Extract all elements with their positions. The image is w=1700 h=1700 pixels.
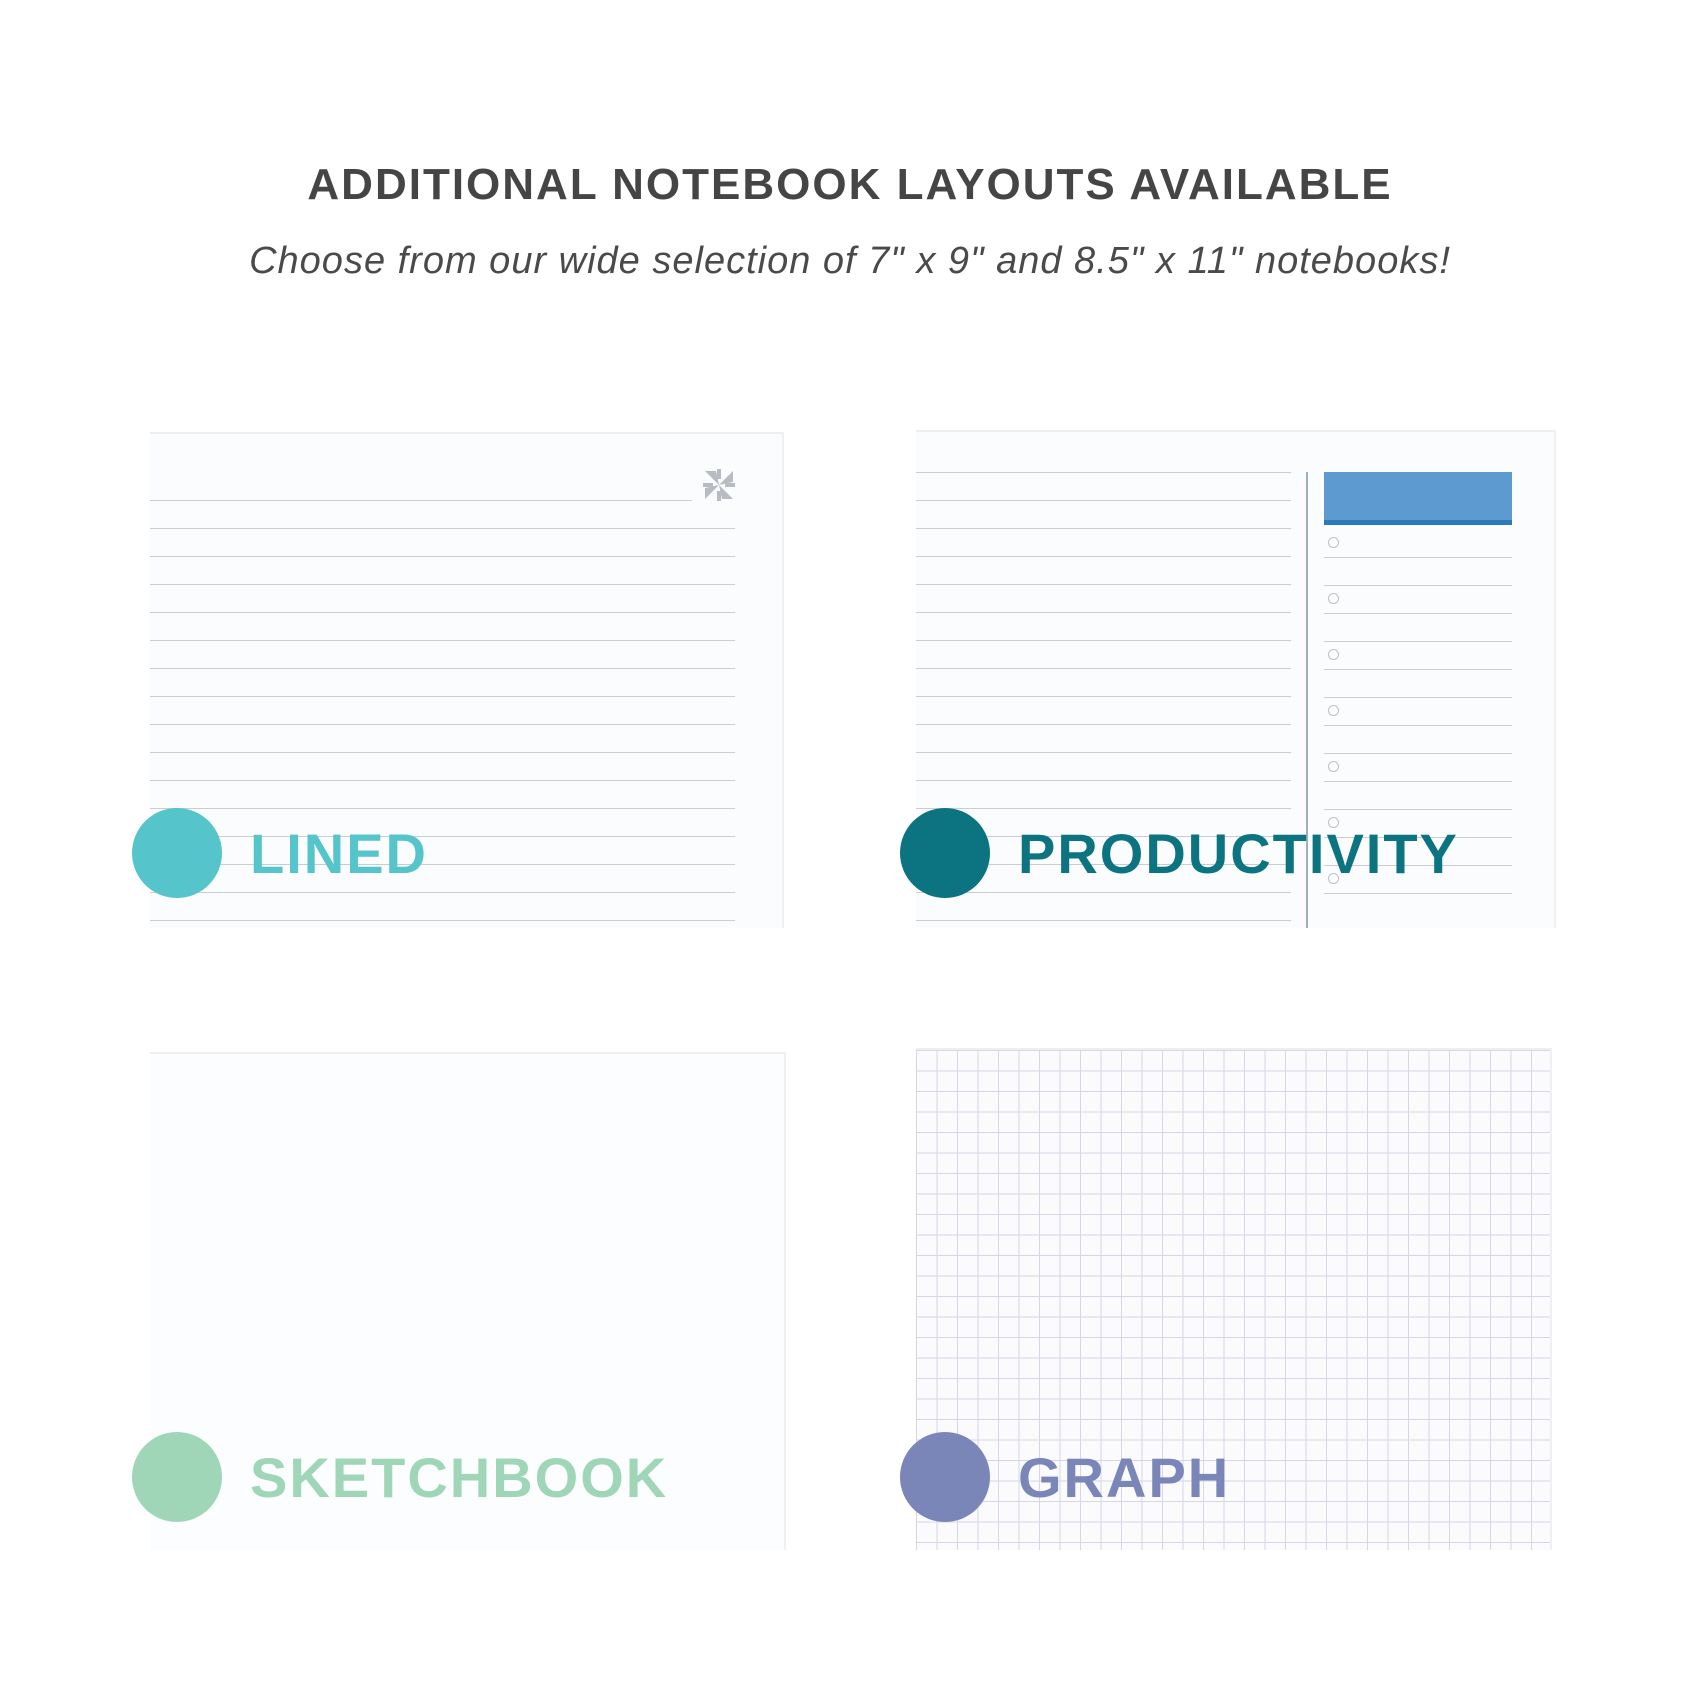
task-header-bar (1324, 472, 1512, 520)
todo-line (1324, 613, 1512, 614)
ruled-line (916, 584, 1291, 585)
productivity-label: PRODUCTIVITY (1018, 821, 1459, 885)
layout-label-sketchbook (132, 1432, 668, 1522)
graph-label: GRAPH (1018, 1445, 1231, 1509)
ruled-line (150, 696, 735, 697)
todo-checkbox-icon (1328, 593, 1339, 604)
ruled-line (916, 920, 1291, 921)
todo-checkbox-icon (1328, 537, 1339, 548)
page-title: ADDITIONAL NOTEBOOK LAYOUTS AVAILABLE (307, 160, 1393, 209)
ruled-line (916, 612, 1291, 613)
ruled-line (150, 640, 735, 641)
ruled-line (916, 556, 1291, 557)
ruled-line (916, 780, 1291, 781)
ruled-line (150, 584, 735, 585)
ruled-line (916, 752, 1291, 753)
ruled-line (150, 556, 735, 557)
todo-checkbox-icon (1328, 649, 1339, 660)
ruled-line (150, 780, 735, 781)
todo-checkbox-icon (1328, 705, 1339, 716)
ruled-line (150, 528, 735, 529)
ruled-line (916, 724, 1291, 725)
ruled-line (150, 724, 735, 725)
sketchbook-label: SKETCHBOOK (250, 1445, 669, 1509)
todo-line (1324, 641, 1512, 642)
todo-line (1324, 781, 1512, 782)
ruled-line (916, 472, 1291, 473)
ruled-line (150, 920, 735, 921)
task-header-underline (1324, 520, 1512, 525)
ruled-line (150, 500, 692, 501)
todo-line (1324, 753, 1512, 754)
ruled-line (916, 696, 1291, 697)
todo-line (1324, 669, 1512, 670)
layout-label-productivity (900, 808, 1459, 898)
ruled-line (150, 752, 735, 753)
layout-label-graph (900, 1432, 1230, 1522)
todo-line (1324, 697, 1512, 698)
layout-label-lined (132, 808, 428, 898)
lined-color-dot (132, 808, 222, 898)
graph-color-dot (900, 1432, 990, 1522)
lined-label: LINED (250, 821, 428, 885)
productivity-color-dot (900, 808, 990, 898)
ruled-line (916, 640, 1291, 641)
ruled-line (916, 668, 1291, 669)
sketchbook-color-dot (132, 1432, 222, 1522)
todo-line (1324, 585, 1512, 586)
todo-checkbox-icon (1328, 761, 1339, 772)
ruled-line (916, 500, 1291, 501)
page-subtitle: Choose from our wide selection of 7" x 9" and 8.5" x 11" notebooks! (249, 240, 1451, 282)
ruled-line (150, 612, 735, 613)
ruled-line (916, 528, 1291, 529)
todo-line (1324, 557, 1512, 558)
todo-line (1324, 725, 1512, 726)
ruled-line (150, 668, 735, 669)
